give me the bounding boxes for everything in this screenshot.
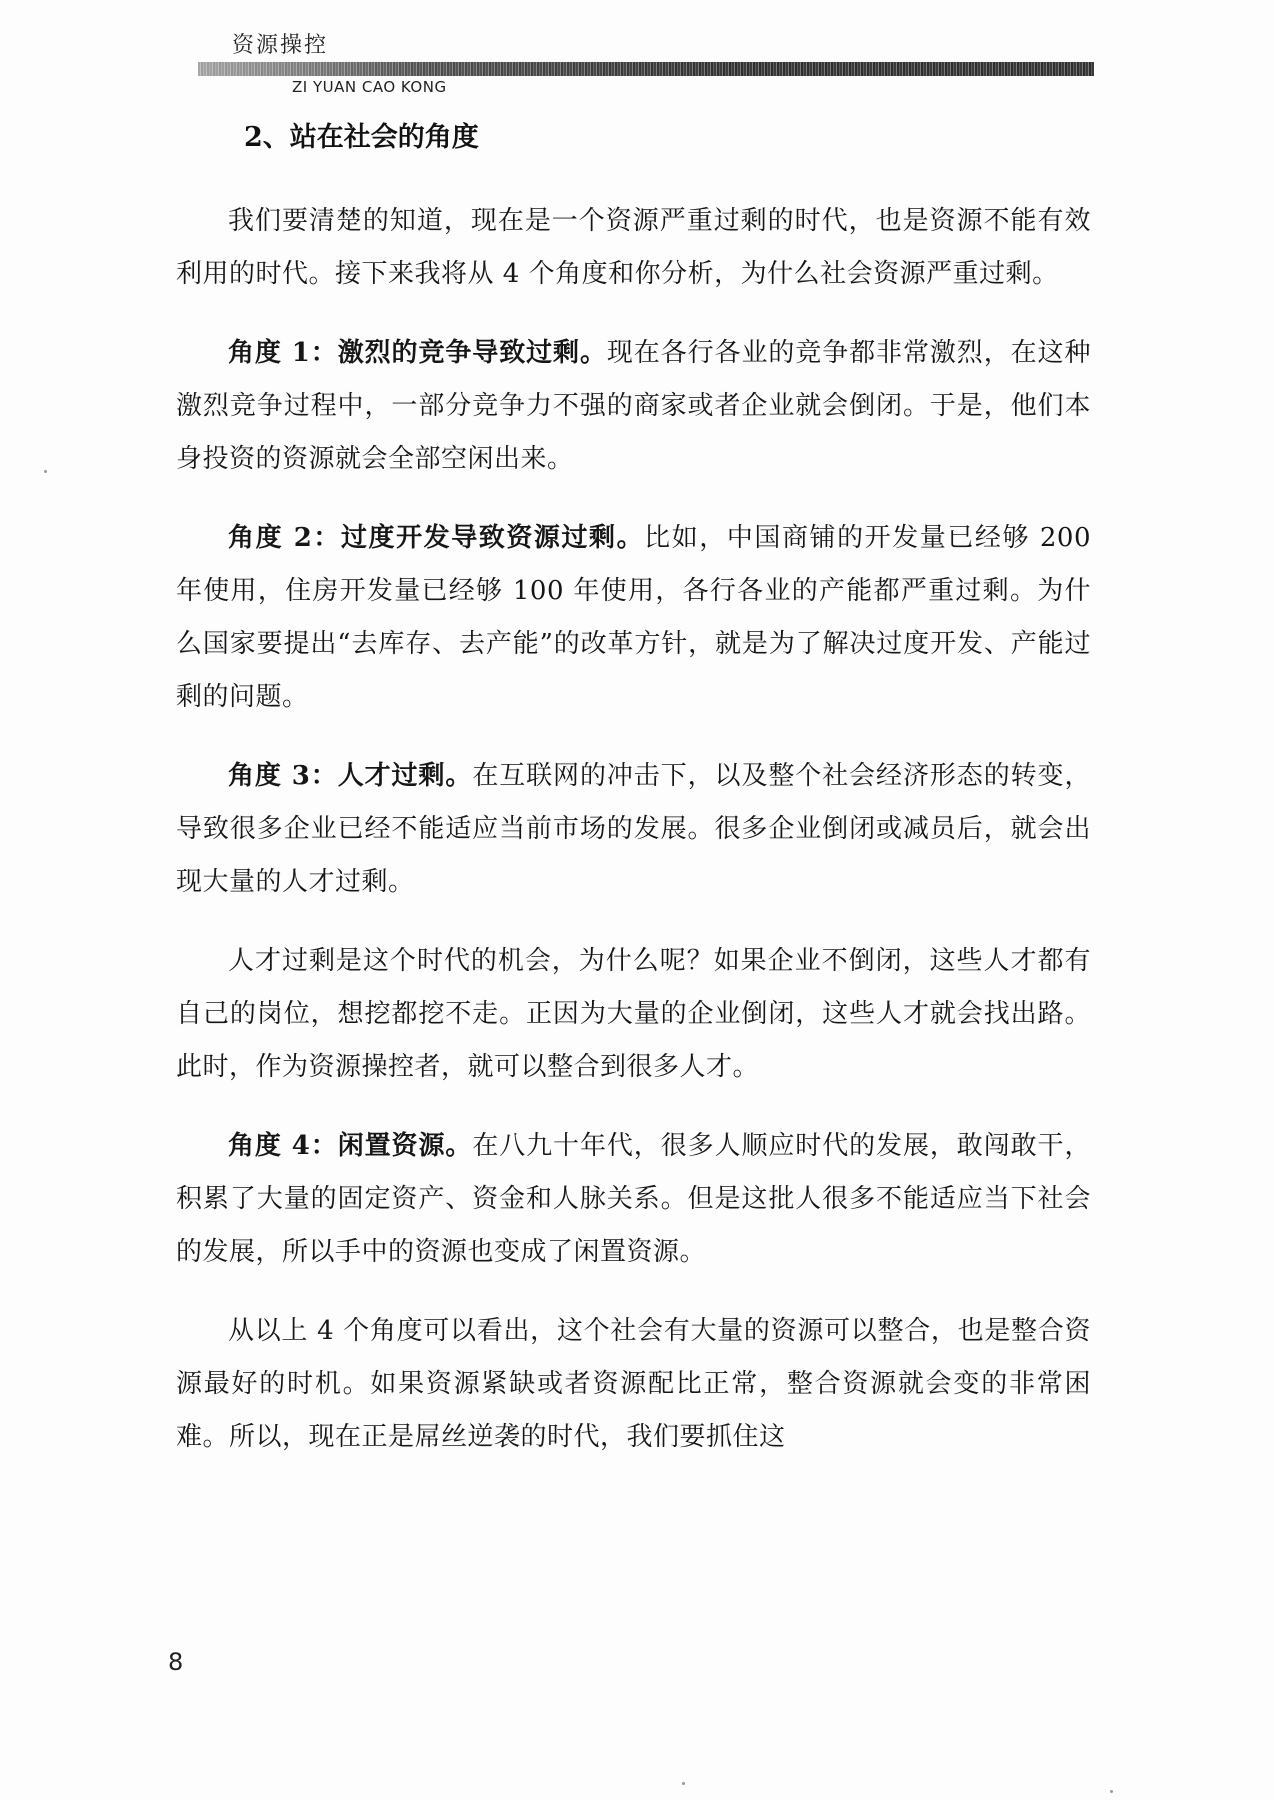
scan-speck [1110, 1790, 1113, 1793]
header-rule-fade [198, 62, 1094, 76]
paragraph-conclusion [176, 1305, 1091, 1464]
paragraph-lead: 角度 3：人才过剩。 [228, 760, 473, 791]
paragraph-lead: 角度 2：过度开发导致资源过剩。 [228, 522, 645, 553]
paragraph-angle-4 [176, 1120, 1091, 1279]
paragraph-text: 在互联网的冲击下，以及整个社会经济形态的转变，导致很多企业已经不能适应当前市场的发展。很多企业倒闭或减员后，就会出现大量的人才过剩。 [176, 760, 1091, 897]
paragraph-lead: 角度 4：闲置资源。 [228, 1130, 473, 1161]
paragraph-lead: 角度 1：激烈的竞争导致过剩。 [228, 337, 607, 368]
paragraph-text: 比如，中国商铺的开发量已经够 200 年使用，住房开发量已经够 100 年使用，各行各业的产能都严重过剩。为什么国家要提出“去库存、去产能”的改革方针，就是为了解决过度开发、产能过剩的问题。 [176, 522, 1091, 712]
paragraph-text: 现在各行各业的竞争都非常激烈，在这种激烈竞争过程中，一部分竞争力不强的商家或者企业就会倒闭。于是，他们本身投资的资源就会全部空闲出来。 [176, 337, 1091, 474]
scan-speck [44, 470, 47, 473]
header-title: 资源操控 [232, 33, 329, 58]
header-subtitle: ZI YUAN CAO KONG [292, 78, 447, 96]
paragraph-angle-3 [176, 750, 1091, 909]
paragraph-text: 从以上 4 个角度可以看出，这个社会有大量的资源可以整合，也是整合资源最好的时机。如果资源紧缺或者资源配比正常，整合资源就会变的非常困难。所以，现在正是屌丝逆袭的时代，我们要抓住这 [176, 1315, 1091, 1452]
paragraph-intro [176, 195, 1091, 301]
running-header [198, 22, 1098, 94]
paragraph-talent [176, 935, 1091, 1094]
paragraph-angle-1 [176, 327, 1091, 486]
page-number: 8 [168, 1648, 184, 1676]
scan-speck [682, 1782, 685, 1785]
paragraph-text: 人才过剩是这个时代的机会，为什么呢？如果企业不倒闭，这些人才都有自己的岗位，想挖都挖不走。正因为大量的企业倒闭，这些人才就会找出路。此时，作为资源操控者，就可以整合到很多人才。 [176, 945, 1091, 1082]
paragraph-angle-2 [176, 512, 1091, 724]
paragraph-text: 在八九十年代，很多人顺应时代的发展，敢闯敢干，积累了大量的固定资产、资金和人脉关系。但是这批人很多不能适应当下社会的发展，所以手中的资源也变成了闲置资源。 [176, 1130, 1091, 1267]
paragraph-text: 我们要清楚的知道，现在是一个资源严重过剩的时代，也是资源不能有效利用的时代。接下来我将从 4 个角度和你分析，为什么社会资源严重过剩。 [176, 205, 1091, 289]
page-content [176, 118, 1091, 1490]
section-heading: 2、站在社会的角度 [244, 122, 479, 153]
